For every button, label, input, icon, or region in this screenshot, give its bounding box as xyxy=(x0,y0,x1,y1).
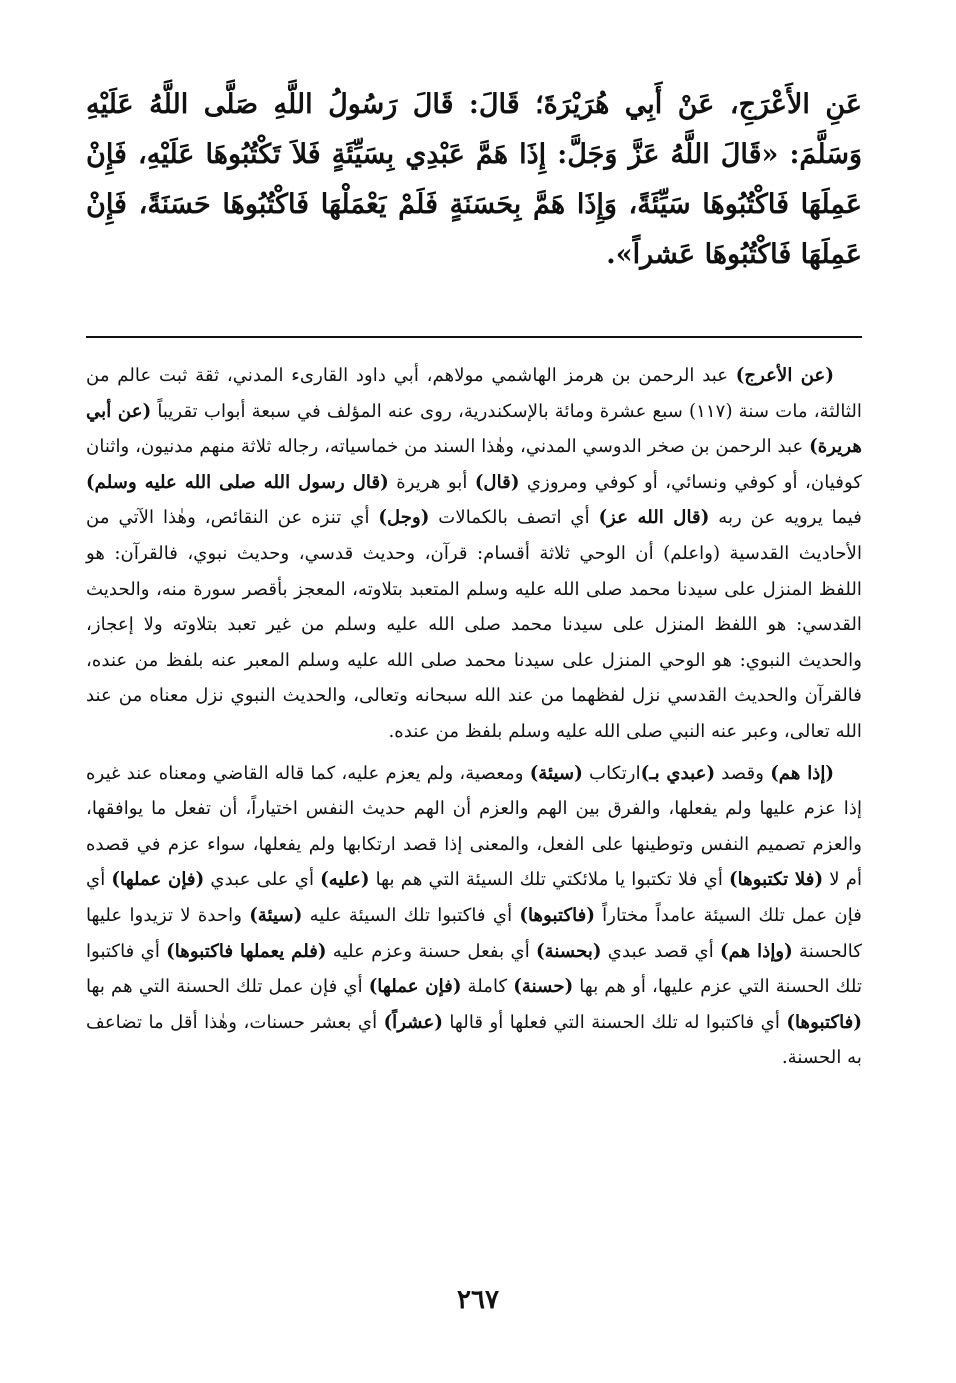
commentary-term: (فاكتبوها) xyxy=(519,904,595,926)
commentary-text: أي فاكتبوا تلك السيئة عليه xyxy=(302,904,520,926)
commentary-text: وقصد xyxy=(715,762,771,784)
commentary xyxy=(86,358,862,1076)
commentary-text: واحدة لا تزيدوا عليها كالحسنة xyxy=(86,904,862,962)
commentary-term: (فإن عملها) xyxy=(368,976,462,998)
footnote-divider xyxy=(86,336,862,338)
page-number: ٢٦٧ xyxy=(457,1285,499,1315)
commentary-term: (إذا هم) xyxy=(770,762,834,784)
commentary-term: (حسنة) xyxy=(513,976,574,998)
commentary-term: (فاكتبوها) xyxy=(786,1011,862,1033)
commentary-text: أي قصد عبدي xyxy=(601,940,721,962)
commentary-text: أي فلا تكتبوا يا ملائكتي تلك السيئة التي هم بها xyxy=(369,869,730,891)
commentary-text: فيما يرويه عن ربه xyxy=(709,507,862,529)
commentary-term: (عن أبي هريرة) xyxy=(86,400,862,458)
hadith-text: عَنِ الأَعْرَجِ، عَنْ أَبِي هُرَيْرَةَ؛ قَالَ: قَالَ رَسُولُ اللَّهِ صَلَّى اللَّهُ عَلَيْهِ وَسَلَّمَ: «قَالَ اللَّهُ عَزَّ وَجَلَّ: إِذَا هَمَّ عَبْدِي بِسَيِّئَةٍ فَلاَ تَكْتُبُوهَا عَلَيْهِ، فَإِنْ عَمِلَهَا فَاكْتُبُوهَا سَيِّئَةً، وَإِذَا هَمَّ بِحَسَنَةٍ فَلَمْ يَعْمَلْهَا فَاكْتُبُوهَا حَسَنَةً، فَإِنْ عَمِلَهَا فَاكْتُبُوهَا عَشراً». xyxy=(86,89,862,270)
commentary-text: أي اتصف بالكمالات xyxy=(429,507,599,529)
commentary-term: (وجل) xyxy=(378,507,430,529)
commentary-term: (بحسنة) xyxy=(536,940,602,962)
commentary-term: (سيئة) xyxy=(249,904,303,926)
commentary-term: (فإن عملها) xyxy=(111,869,205,891)
commentary-term: (فلا تكتبوها) xyxy=(729,869,824,891)
commentary-term: (فلم يعملها فاكتبوها) xyxy=(166,940,327,962)
commentary-text: عبد الرحمن بن صخر الدوسي المدني، وهٰذا السند من خماسياته، رجاله ثلاثة منهم مدنيون، واثنان كوفيان، أو كوفي ونسائي، أو كوفي ومروزي xyxy=(86,436,863,493)
commentary-term: (قال رسول الله صلى الله عليه وسلم) xyxy=(86,471,389,493)
commentary-text: أي فإن عمل تلك الحسنة التي هم بها xyxy=(86,976,369,998)
document-page xyxy=(86,80,862,1383)
commentary-term: (وإذا هم) xyxy=(720,940,793,962)
commentary-text: كاملة xyxy=(461,976,514,998)
commentary-term: (قال) xyxy=(474,471,520,493)
commentary-text: أي بفعل حسنة وعزم عليه xyxy=(326,940,537,962)
commentary-text: أي تنزه عن النقائص، وهٰذا الآتي من الأحاديث القدسية (واعلم) أن الوحي ثلاثة أقسام: قرآن، وحديث قدسي، وحديث نبوي، فالقرآن: هو اللفظ المنزل على سيدنا محمد صلى الله عليه وسلم المتعبد بتلاوته، المعجز بأقصر سورة منه، والحديث القدسي: هو اللفظ المنزل على سيدنا محمد صلى الله عليه وسلم من غير تعبد بتلاوته ولا إعجاز، والحديث النبوي: هو الوحي المنزل على سيدنا محمد صلى الله عليه وسلم المعبر عنه بلفظ من عنده، فالقرآن والحديث القدسي نزل لفظهما من عند الله سبحانه وتعالى، والحديث النبوي نزل معناه من عند الله تعالى، وعبر عنه النبي صلى الله عليه وسلم بلفظ من عنده. xyxy=(86,507,863,742)
commentary-text: ومعصية، ولم يعزم عليه، كما قاله القاضي ومعناه عند غيره إذا عزم عليها ولم يفعلها، والفرق بين الهم والعزم أن الهم حديث النفس اختياراً، أن تفعل ما يوافقها، والعزم تصميم النفس وتوطينها على الفعل، والمعنى إذا قصد ارتكابها ولم يفعلها، سواء عزم في قصده أم لا xyxy=(86,762,863,891)
commentary-text: أي فاكتبوا تلك الحسنة التي عزم عليها، أو هم بها xyxy=(86,940,863,998)
commentary-term: (سيئة) xyxy=(529,762,583,784)
commentary-text: ارتكاب xyxy=(582,762,641,784)
commentary-term: (قال الله عز) xyxy=(598,507,710,529)
commentary-text: أي بعشر حسنات، وهٰذا أقل ما تضاعف به الحسنة. xyxy=(86,1011,862,1069)
commentary-text: عبد الرحمن بن هرمز الهاشمي مولاهم، أبي داود القارىء المدني، ثقة ثبت عالم من الثالثة، مات سنة (١١٧) سبع عشرة ومائة بالإسكندرية، روى عنه المؤلف في سبعة أبواب تقريباً xyxy=(86,365,862,422)
commentary-term: (عليه) xyxy=(320,869,370,891)
commentary-term: (عن الأعرج) xyxy=(735,365,834,386)
commentary-text: أي فاكتبوا له تلك الحسنة التي فعلها أو قالها xyxy=(442,1011,787,1033)
commentary-text: أي فإن عمل تلك السيئة عامداً مختاراً xyxy=(86,869,863,926)
commentary-paragraph-2 xyxy=(86,756,862,1076)
commentary-term: (عشراً) xyxy=(383,1011,443,1033)
commentary-term: (عبدي بـ) xyxy=(640,762,716,784)
commentary-paragraph-1 xyxy=(86,358,862,750)
commentary-text: أي على عبدي xyxy=(204,869,321,891)
commentary-text: أبو هريرة xyxy=(388,471,475,493)
